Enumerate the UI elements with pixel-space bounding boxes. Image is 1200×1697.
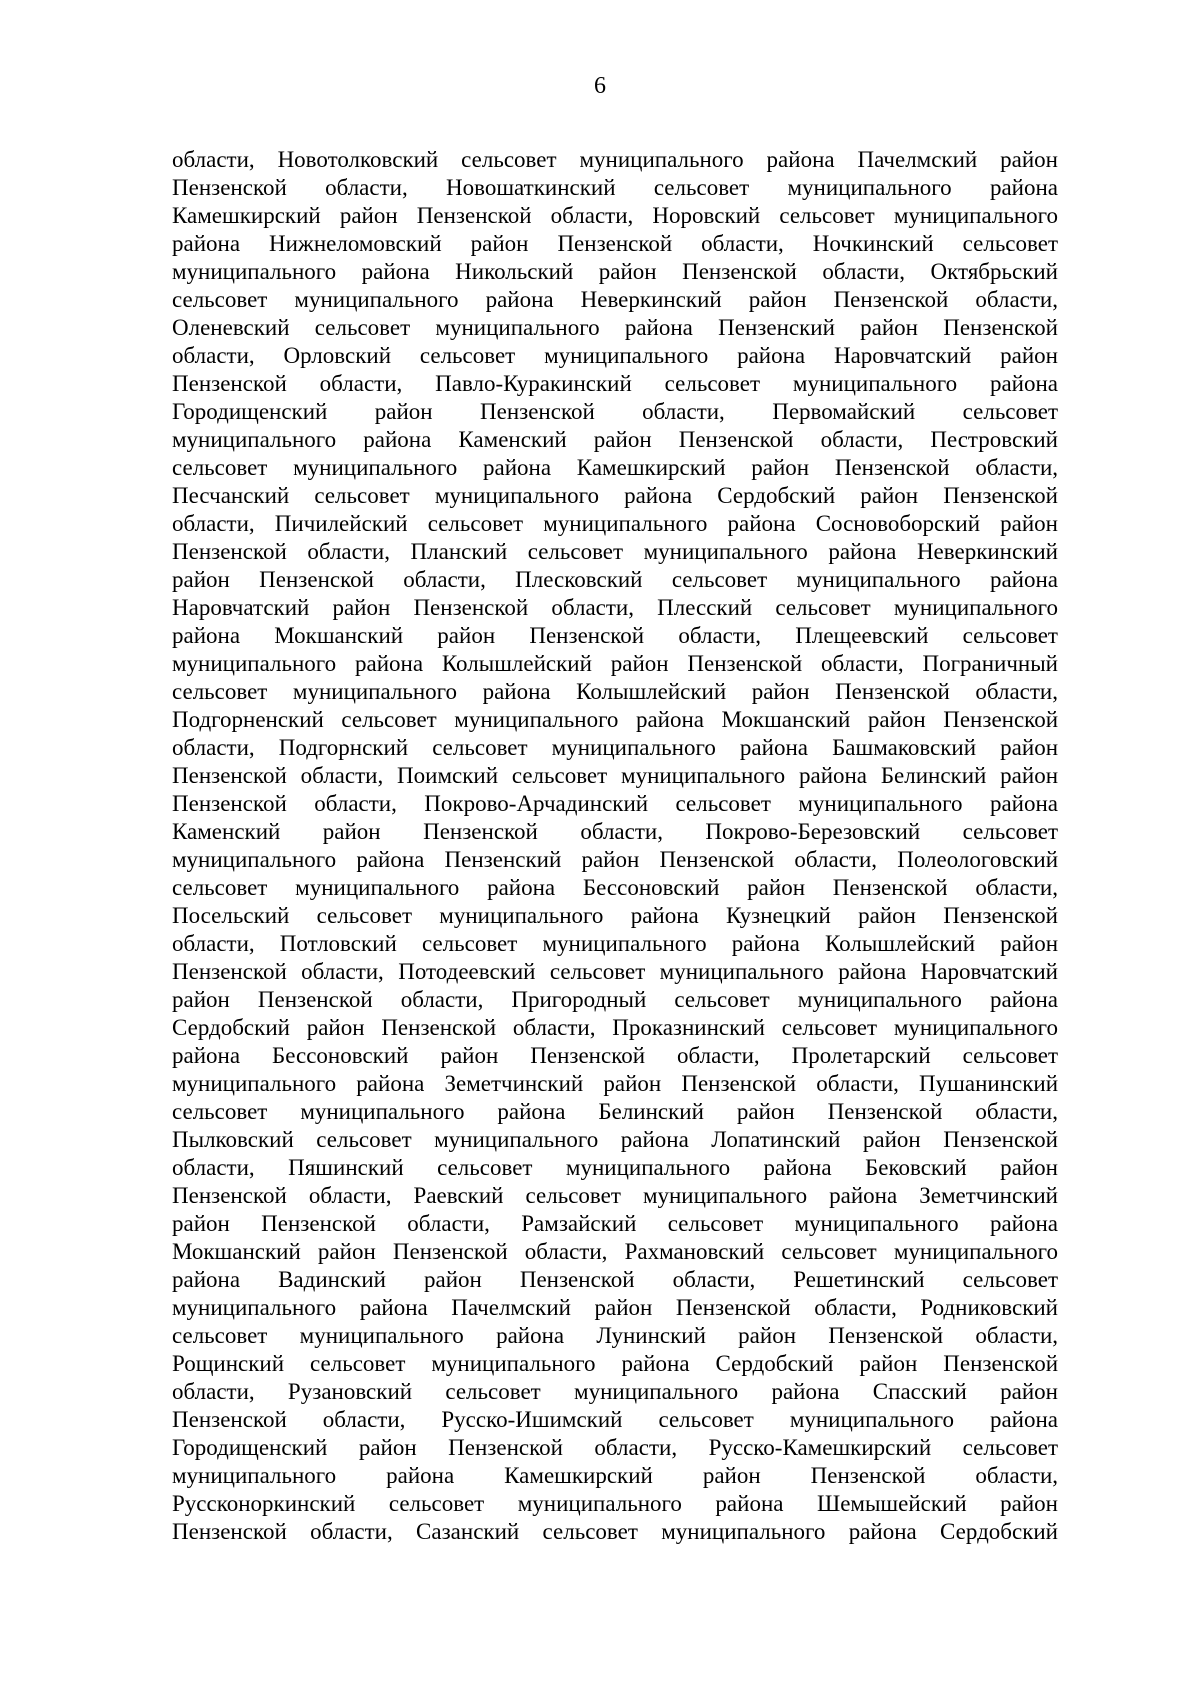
text-line: области, Пичилейский сельсовет муниципального района Сосновоборский район [172, 511, 1058, 536]
text-line: Наровчатский район Пензенской области, Плесский сельсовет муниципального [172, 595, 1058, 620]
text-line: области, Подгорнский сельсовет муниципального района Башмаковский район [172, 735, 1058, 760]
text-line: муниципального района Каменский район Пензенской области, Пестровский [172, 427, 1058, 452]
text-line: Пылковский сельсовет муниципального района Лопатинский район Пензенской [172, 1127, 1058, 1152]
text-line: муниципального района Колышлейский район Пензенской области, Пограничный [172, 651, 1058, 676]
text-line: сельсовет муниципального района Лунинский район Пензенской области, [172, 1323, 1058, 1348]
text-line: Рощинский сельсовет муниципального района Сердобский район Пензенской [172, 1351, 1058, 1376]
text-line: сельсовет муниципального района Бессоновский район Пензенской области, [172, 875, 1058, 900]
text-line: Оленевский сельсовет муниципального района Пензенский район Пензенской [172, 315, 1058, 340]
text-line: Каменский район Пензенской области, Покрово-Березовский сельсовет [172, 819, 1058, 844]
text-line: Пензенской области, Русско-Ишимский сельсовет муниципального района [172, 1407, 1058, 1432]
text-line: муниципального района Земетчинский район Пензенской области, Пушанинский [172, 1071, 1058, 1096]
text-line: Пензенской области, Раевский сельсовет муниципального района Земетчинский [172, 1183, 1058, 1208]
body-text [172, 146, 1058, 1546]
text-line: области, Рузановский сельсовет муниципального района Спасский район [172, 1379, 1058, 1404]
page-number: 6 [594, 73, 606, 99]
text-line: сельсовет муниципального района Белинский район Пензенской области, [172, 1099, 1058, 1124]
text-line: Руссконоркинский сельсовет муниципального района Шемышейский район [172, 1491, 1058, 1516]
text-line: район Пензенской области, Пригородный сельсовет муниципального района [172, 987, 1058, 1012]
text-line: Пензенской области, Планский сельсовет муниципального района Неверкинский [172, 539, 1058, 564]
text-line: Пензенской области, Потодеевский сельсовет муниципального района Наровчатский [172, 959, 1058, 984]
text-line: муниципального района Камешкирский район Пензенской области, [172, 1463, 1058, 1488]
text-line: муниципального района Пачелмский район Пензенской области, Родниковский [172, 1295, 1058, 1320]
text-line: района Мокшанский район Пензенской области, Плещеевский сельсовет [172, 623, 1058, 648]
text-line: Пензенской области, Новошаткинский сельсовет муниципального района [172, 175, 1058, 200]
text-line: области, Орловский сельсовет муниципального района Наровчатский район [172, 343, 1058, 368]
text-line: муниципального района Пензенский район Пензенской области, Полеологовский [172, 847, 1058, 872]
text-line: района Нижнеломовский район Пензенской области, Ночкинский сельсовет [172, 231, 1058, 256]
text-line: района Вадинский район Пензенской области, Решетинский сельсовет [172, 1267, 1058, 1292]
text-line: области, Новотолковский сельсовет муниципального района Пачелмский район [172, 147, 1058, 172]
text-line: сельсовет муниципального района Колышлейский район Пензенской области, [172, 679, 1058, 704]
text-line: области, Потловский сельсовет муниципального района Колышлейский район [172, 931, 1058, 956]
text-line: Пензенской области, Покрово-Арчадинский сельсовет муниципального района [172, 791, 1058, 816]
text-line: Мокшанский район Пензенской области, Рахмановский сельсовет муниципального [172, 1239, 1058, 1264]
text-line: район Пензенской области, Рамзайский сельсовет муниципального района [172, 1211, 1058, 1236]
text-line: Пензенской области, Поимский сельсовет муниципального района Белинский район [172, 763, 1058, 788]
text-line: области, Пяшинский сельсовет муниципального района Бековский район [172, 1155, 1058, 1180]
text-line: Городищенский район Пензенской области, Русско-Камешкирский сельсовет [172, 1435, 1058, 1460]
text-line: район Пензенской области, Плесковский сельсовет муниципального района [172, 567, 1058, 592]
text-line: Подгорненский сельсовет муниципального района Мокшанский район Пензенской [172, 707, 1058, 732]
text-line: Пензенской области, Сазанский сельсовет муниципального района Сердобский [172, 1519, 1058, 1544]
text-line: района Бессоновский район Пензенской области, Пролетарский сельсовет [172, 1043, 1058, 1068]
text-line: муниципального района Никольский район Пензенской области, Октябрьский [172, 259, 1058, 284]
text-line: сельсовет муниципального района Камешкирский район Пензенской области, [172, 455, 1058, 480]
text-line: Песчанский сельсовет муниципального района Сердобский район Пензенской [172, 483, 1058, 508]
text-line: Пензенской области, Павло-Куракинский сельсовет муниципального района [172, 371, 1058, 396]
text-line: Городищенский район Пензенской области, Первомайский сельсовет [172, 399, 1058, 424]
text-line: Камешкирский район Пензенской области, Норовский сельсовет муниципального [172, 203, 1058, 228]
text-line: сельсовет муниципального района Неверкинский район Пензенской области, [172, 287, 1058, 312]
text-line: Сердобский район Пензенской области, Проказнинский сельсовет муниципального [172, 1015, 1058, 1040]
text-line: Посельский сельсовет муниципального района Кузнецкий район Пензенской [172, 903, 1058, 928]
